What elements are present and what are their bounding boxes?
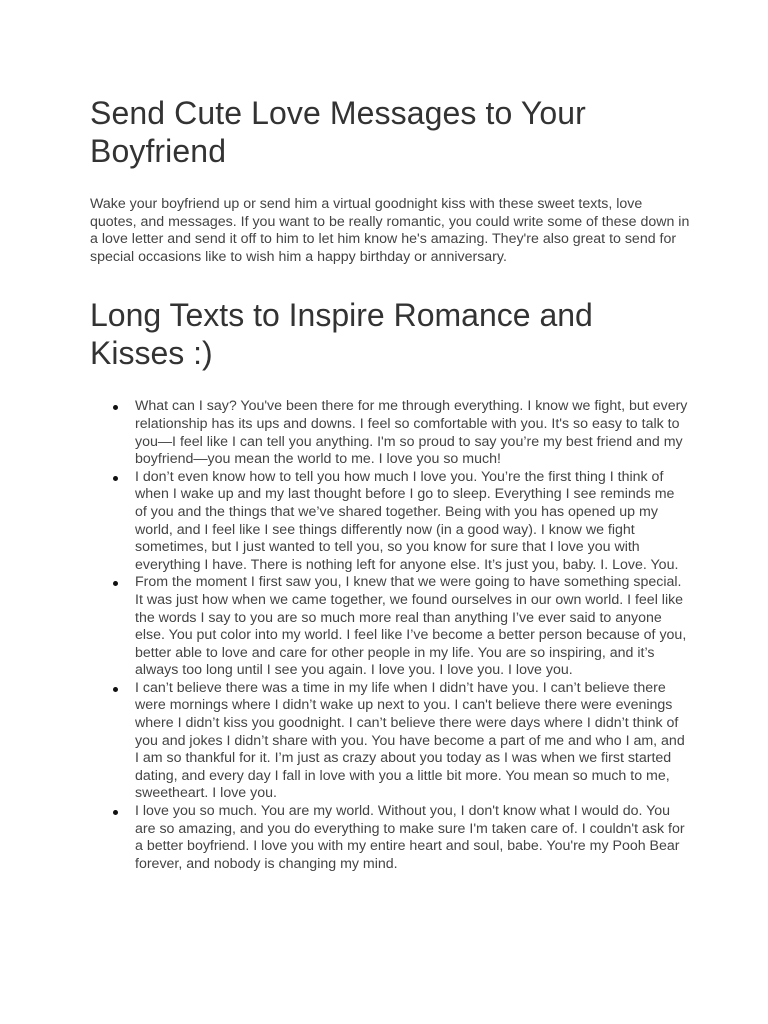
- list-item-text: What can I say? You've been there for me through everything. I know we fight, but every relationship has its ups and downs. I feel so comfortable with you. It's so easy to talk to you—I feel like I can tell you anything. I'm so proud to say you’re my best friend and my boyfriend—you mean the world to me. I love you so much!: [135, 398, 688, 468]
- list-item-text: I love you so much. You are my world. Without you, I don't know what I would do. You are so amazing, and you do everything to make sure I'm taken care of. I couldn't ask for a better boyfriend. I love you with my entire heart and soul, babe. You're my Pooh Bear forever, and nobody is changing my mind.: [135, 803, 685, 872]
- list-item-text: I don’t even know how to tell you how much I love you. You’re the first thing I think of when I wake up and my last thought before I go to sleep. Everything I see reminds me of you and the things that we’ve shared together. Being with you has opened up my world, and I feel like I see things differently now (in a good way). I know we fight sometimes, but I just wanted to tell you, so you know for sure that I love you with everything I have. There is nothing left for anyone else. It’s just you, baby. I. Love. You.: [135, 468, 679, 573]
- bullet-icon: [113, 687, 118, 692]
- document-page: [90, 94, 690, 873]
- bullet-icon: [113, 405, 118, 410]
- intro-paragraph: Wake your boyfriend up or send him a virtual goodnight kiss with these sweet texts, love quotes, and messages. If you want to be really romantic, you could write some of these down in a love letter and send it off to him to let him know he's amazing. They're also great to send for special occasions like to wish him a happy birthday or anniversary.: [90, 196, 690, 265]
- list-item-text: I can’t believe there was a time in my life when I didn’t have you. I can’t believe there were mornings where I didn’t wake up next to you. I can't believe there were evenings where I didn’t kiss you goodnight. I can’t believe there were days where I didn’t think of you and jokes I didn’t share with you. You have become a part of me and who I am, and I am so thankful for it. I’m just as crazy about you today as I was when we first started dating, and every day I fall in love with you a little bit more. You mean so much to me, sweetheart. I love you.: [135, 679, 685, 802]
- section-title: Long Texts to Inspire Romance and Kisses :): [90, 297, 593, 372]
- list-item: [90, 469, 690, 575]
- bullet-icon: [113, 581, 118, 586]
- love-texts-list: [90, 398, 690, 873]
- page-title: Send Cute Love Messages to Your Boyfriend: [90, 95, 586, 169]
- list-item-text: From the moment I first saw you, I knew that we were going to have something special. It was just how when we came together, we found ourselves in our own world. I feel like the words I say to you are so much more real than anything I’ve ever said to anyone else. You put color into my world. I feel like I’ve become a better person because of you, better able to love and care for other people in my life. You are so inspiring, and it’s always too long until I see you again. I love you. I love you. I love you.: [135, 574, 687, 679]
- list-item: [90, 574, 690, 680]
- list-item: [90, 398, 690, 468]
- list-item: [90, 680, 690, 803]
- list-item: [90, 803, 690, 873]
- bullet-icon: [113, 810, 118, 815]
- bullet-icon: [113, 476, 118, 481]
